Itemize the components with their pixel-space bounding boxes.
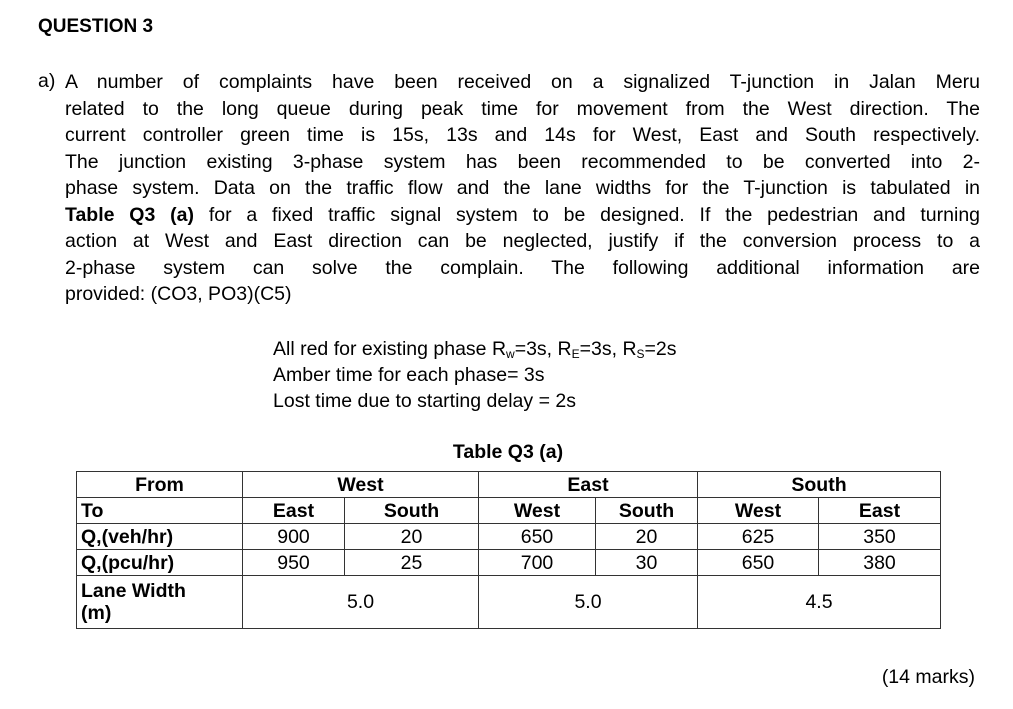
paragraph-line: current controller green time is 15s, 13s and 14s for West, East and South respectively. bbox=[65, 124, 980, 146]
amber-info: Amber time for each phase= 3s bbox=[273, 364, 545, 386]
table-row: From West East South bbox=[77, 472, 941, 498]
marks-label: (14 marks) bbox=[881, 666, 975, 688]
paragraph-line: The junction existing 3-phase system has been recommended to be converted into 2- bbox=[65, 150, 980, 173]
table-row: To East South West South West East bbox=[77, 498, 941, 524]
paragraph-line bbox=[65, 203, 980, 227]
table-row: Q,(pcu/hr) 950 25 700 30 650 380 bbox=[77, 550, 941, 576]
table-row: Q,(veh/hr) 900 20 650 20 625 350 bbox=[77, 524, 941, 550]
paragraph-line: action at West and East direction can be neglected, justify if the conversion process to a bbox=[65, 230, 980, 252]
all-red-info: All red for existing phase $R_w=3s$, $R_E=3s$, $R_S=2s$ bbox=[273, 338, 677, 361]
paragraph-line-text: for a fixed traffic signal system to be designed. If the pedestrian and turning bbox=[208, 203, 981, 226]
paragraph-line: provided: (CO3, PO3)(C5) bbox=[65, 283, 292, 305]
paragraph-line: A number of complaints have been received on a signalized T-junction in Jalan Meru bbox=[65, 71, 980, 93]
table-title: Table Q3 (a) bbox=[452, 441, 564, 463]
paragraph-line: related to the long queue during peak time for movement from the West direction. The bbox=[65, 97, 980, 120]
table-reference: Table Q3 (a) bbox=[65, 203, 194, 226]
traffic-data-table bbox=[76, 471, 941, 629]
part-label: a) bbox=[38, 70, 56, 92]
question-title: QUESTION 3 bbox=[38, 16, 154, 37]
lost-time-info: Lost time due to starting delay = 2s bbox=[273, 390, 576, 412]
paragraph-line: phase system. Data on the traffic flow and the lane widths for the T-junction is tabulated in bbox=[65, 177, 980, 199]
paragraph-line: 2-phase system can solve the complain. The following additional information are bbox=[65, 256, 980, 279]
table-row: Lane Width (m) 5.0 5.0 4.5 bbox=[77, 576, 941, 629]
